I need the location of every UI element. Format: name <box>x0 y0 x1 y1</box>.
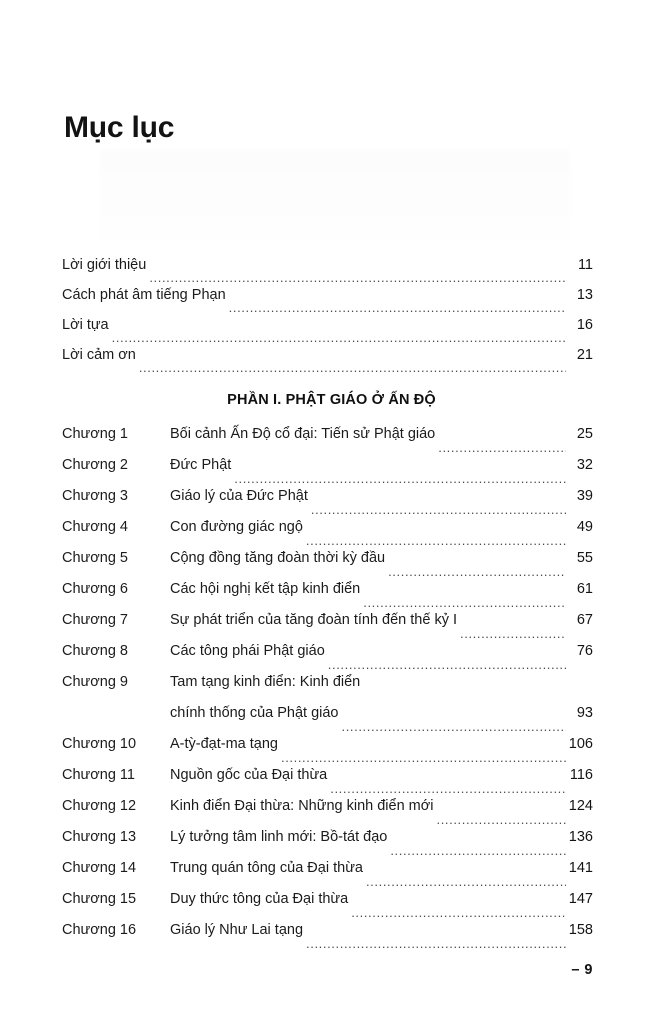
dot-leader <box>438 442 566 457</box>
dot-leader <box>306 535 566 550</box>
chapter-entry[interactable] <box>62 642 593 673</box>
chapter-title: Trung quán tông của Đại thừa <box>170 860 363 876</box>
chapter-page: 116 <box>569 767 593 783</box>
chapter-entry[interactable] <box>62 456 593 487</box>
chapter-entry[interactable] <box>62 549 593 580</box>
chapter-page: 32 <box>576 457 593 473</box>
dot-leader <box>390 845 566 860</box>
chapter-page: 124 <box>568 798 593 814</box>
toc-entry-title: Lời cảm ơn <box>62 347 136 363</box>
dot-leader <box>342 721 567 736</box>
chapter-page: 67 <box>576 612 593 628</box>
chapter-page: 55 <box>576 550 593 566</box>
dot-leader <box>234 473 566 488</box>
chapter-number: Chương 6 <box>62 581 128 597</box>
chapter-entry[interactable] <box>62 611 593 642</box>
toc-entry[interactable] <box>62 346 593 376</box>
chapter-title: Cộng đồng tăng đoàn thời kỳ đầu <box>170 550 386 566</box>
chapter-title: Sự phát triển của tăng đoàn tính đến thế kỷ I <box>170 612 458 628</box>
dot-leader <box>139 362 566 377</box>
chapter-page: 76 <box>576 643 593 659</box>
toc-entry-page: 13 <box>576 287 593 303</box>
chapter-page: 49 <box>576 519 593 535</box>
chapter-title: Con đường giác ngộ <box>170 519 303 535</box>
chapter-page: 61 <box>576 581 593 597</box>
chapter-entry[interactable] <box>62 487 593 518</box>
dot-leader <box>281 752 566 767</box>
chapter-page: 106 <box>568 736 593 752</box>
chapter-number: Chương 3 <box>62 488 128 504</box>
dot-leader <box>363 597 566 612</box>
chapter-title: Tam tạng kinh điển: Kinh điển <box>170 674 361 690</box>
chapter-page: 93 <box>576 705 593 721</box>
chapter-title: Các tông phái Phật giáo <box>170 643 325 659</box>
chapter-entry[interactable] <box>62 580 593 611</box>
chapter-number: Chương 15 <box>62 891 137 907</box>
chapter-title: Các hội nghị kết tập kinh điển <box>170 581 361 597</box>
toc-entry[interactable] <box>62 256 593 286</box>
front-matter-list <box>62 256 593 376</box>
chapter-number: Chương 11 <box>62 767 135 783</box>
dot-leader <box>229 302 566 317</box>
dot-leader <box>460 628 566 643</box>
toc-entry-page: 16 <box>576 317 593 333</box>
chapter-page: 158 <box>568 922 593 938</box>
chapter-number: Chương 8 <box>62 643 128 659</box>
scan-ghost-artifact <box>100 150 570 240</box>
chapter-number: Chương 5 <box>62 550 128 566</box>
chapter-list <box>62 425 593 952</box>
chapter-page: 147 <box>568 891 593 907</box>
chapter-entry[interactable] <box>62 735 593 766</box>
toc-entry[interactable] <box>62 316 593 346</box>
chapter-title: A-tỳ-đạt-ma tạng <box>170 736 278 752</box>
dot-leader <box>330 783 566 798</box>
chapter-title: Đức Phật <box>170 457 232 473</box>
chapter-title: Duy thức tông của Đại thừa <box>170 891 349 907</box>
dot-leader <box>112 332 566 347</box>
chapter-entry[interactable] <box>62 828 593 859</box>
chapter-entry[interactable] <box>62 859 593 890</box>
page-number-footer: – 9 <box>571 962 593 978</box>
chapter-number: Chương 9 <box>62 674 128 690</box>
toc-entry[interactable] <box>62 286 593 316</box>
chapter-title: Bối cảnh Ấn Độ cổ đại: Tiến sử Phật giáo <box>170 426 436 442</box>
chapter-title: Giáo lý của Đức Phật <box>170 488 308 504</box>
chapter-entry[interactable] <box>62 518 593 549</box>
chapter-page: 25 <box>576 426 593 442</box>
dot-leader <box>351 907 566 922</box>
chapter-number: Chương 2 <box>62 457 128 473</box>
chapter-number: Chương 4 <box>62 519 128 535</box>
chapter-entry[interactable] <box>62 766 593 797</box>
toc-entry-title: Lời giới thiệu <box>62 257 147 273</box>
chapter-entry[interactable] <box>62 890 593 921</box>
dot-leader <box>149 272 566 287</box>
chapter-title-line2: chính thống của Phật giáo <box>170 705 339 721</box>
chapter-entry[interactable] <box>62 797 593 828</box>
chapter-entry-continuation[interactable] <box>62 704 593 735</box>
chapter-number: Chương 12 <box>62 798 137 814</box>
chapter-number: Chương 13 <box>62 829 137 845</box>
chapter-title: Kinh điển Đại thừa: Những kinh điển mới <box>170 798 434 814</box>
chapter-title: Giáo lý Như Lai tạng <box>170 922 304 938</box>
part-heading: PHẦN I. PHẬT GIÁO Ở ẤN ĐỘ <box>227 392 436 408</box>
dot-leader <box>306 938 566 953</box>
chapter-entry[interactable] <box>62 921 593 952</box>
toc-entry-page: 11 <box>577 257 593 273</box>
dot-leader <box>388 566 566 581</box>
chapter-page: 39 <box>576 488 593 504</box>
chapter-title: Nguồn gốc của Đại thừa <box>170 767 328 783</box>
dot-leader <box>311 504 566 519</box>
chapter-number: Chương 14 <box>62 860 137 876</box>
chapter-number: Chương 1 <box>62 426 128 442</box>
chapter-number: Chương 7 <box>62 612 128 628</box>
dot-leader <box>328 659 566 674</box>
chapter-number: Chương 10 <box>62 736 137 752</box>
chapter-page: 136 <box>568 829 593 845</box>
toc-entry-title: Lời tựa <box>62 317 109 333</box>
chapter-entry[interactable] <box>62 673 593 704</box>
dot-leader <box>366 876 566 891</box>
chapter-title: Lý tưởng tâm linh mới: Bồ-tát đạo <box>170 829 388 845</box>
toc-entry-title: Cách phát âm tiếng Phạn <box>62 287 226 303</box>
chapter-entry[interactable] <box>62 425 593 456</box>
page-title: Mục lục <box>64 111 175 145</box>
toc-entry-page: 21 <box>576 347 593 363</box>
dot-leader <box>436 814 566 829</box>
chapter-number: Chương 16 <box>62 922 137 938</box>
chapter-page: 141 <box>568 860 593 876</box>
